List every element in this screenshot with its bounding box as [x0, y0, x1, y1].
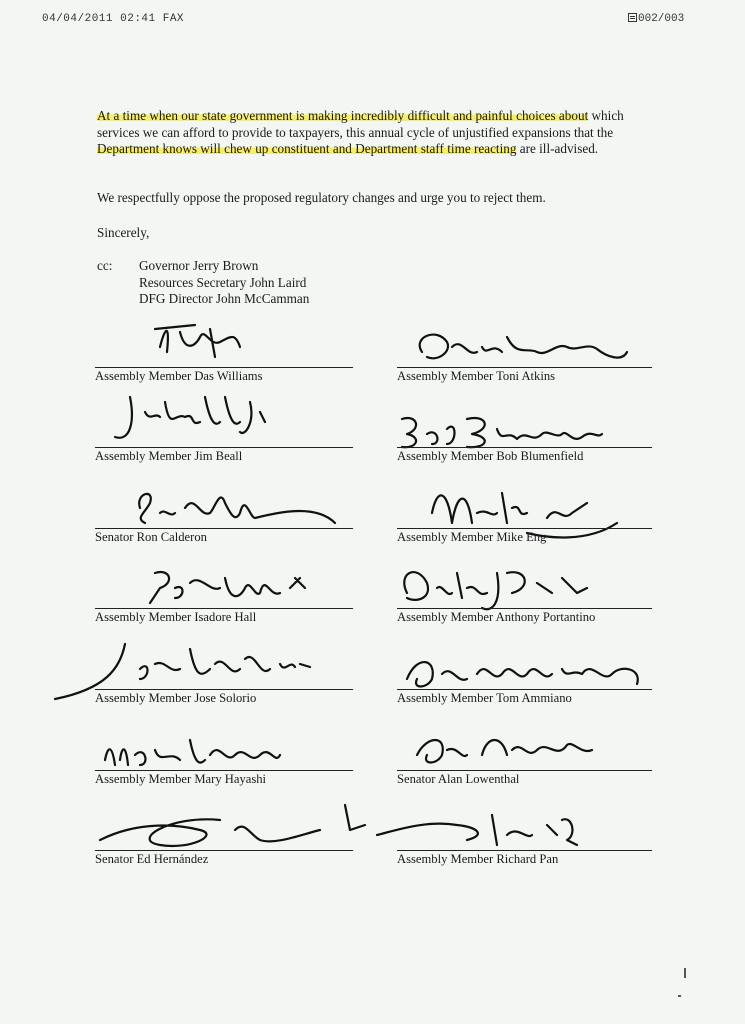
- signature-line: [397, 528, 652, 529]
- signatory-name: Senator Ed Hernández: [95, 852, 209, 866]
- scan-speck: [678, 995, 681, 997]
- handwritten-signature: [105, 392, 355, 452]
- letter-paragraph-1: [97, 108, 657, 158]
- paragraph-text: that the: [573, 124, 614, 140]
- signatory-name: Assembly Member Isadore Hall: [95, 610, 257, 624]
- signature-line: [95, 608, 353, 609]
- fax-header-page: [628, 13, 684, 25]
- signatory-name: Assembly Member Jim Beall: [95, 449, 243, 463]
- handwritten-signature: [95, 639, 345, 699]
- signature-line: [95, 770, 353, 771]
- signatory-name: Senator Alan Lowenthal: [397, 772, 520, 786]
- cc-item: Governor Jerry Brown: [139, 258, 259, 273]
- signature-line: [397, 689, 652, 690]
- highlighted-text: At a time when our state government is making incredibly difficult and painful choices about: [97, 108, 589, 123]
- cc-item: DFG Director John McCamman: [139, 291, 310, 306]
- cc-list: [139, 258, 309, 308]
- signature-line: [95, 528, 353, 529]
- signatory-name: Assembly Member Tom Ammiano: [397, 691, 572, 705]
- signatory-name: Assembly Member Das Williams: [95, 369, 263, 383]
- signatory-name: Assembly Member Bob Blumenfield: [397, 449, 584, 463]
- fax-page-number: 002/003: [638, 13, 685, 25]
- signature-line: [397, 850, 652, 851]
- signatory-name: Assembly Member Mike Eng: [397, 530, 547, 544]
- cc-item: Resources Secretary John Laird: [139, 274, 307, 290]
- signature-line: [397, 608, 652, 609]
- signature-line: [397, 367, 652, 368]
- handwritten-signature: [125, 317, 375, 377]
- paragraph-text: advised.: [554, 141, 599, 156]
- handwritten-signature: [100, 800, 350, 860]
- signatory-name: Assembly Member Toni Atkins: [397, 369, 556, 383]
- cc-label: cc:: [97, 258, 113, 273]
- signature-line: [397, 447, 652, 448]
- signature-line: [397, 770, 652, 771]
- signature-line: [95, 689, 353, 690]
- signature-line: [95, 367, 353, 368]
- paragraph-text: are ill-: [516, 141, 555, 156]
- closing: Sincerely,: [97, 225, 150, 240]
- signatory-name: Senator Ron Calderon: [95, 530, 207, 544]
- fax-page-icon: [628, 13, 637, 22]
- signature-line: [95, 447, 353, 448]
- fax-header-date: 04/04/2011 02:41 FAX: [42, 13, 185, 25]
- signatory-name: Assembly Member Jose Solorio: [95, 691, 257, 705]
- signature-line: [95, 850, 353, 851]
- signatory-name: Assembly Member Mary Hayashi: [95, 772, 267, 786]
- scan-speck: [684, 968, 686, 978]
- letter-paragraph-2: We respectfully oppose the proposed regulatory changes and urge you to reject them.: [97, 190, 546, 205]
- signatory-name: Assembly Member Anthony Portantino: [397, 610, 596, 624]
- signatory-name: Assembly Member Richard Pan: [397, 852, 559, 866]
- paragraph-text: which services we can afford to provide to taxpayers, this annual cycle of unjustified expansions: [97, 108, 624, 140]
- highlighted-text: Department knows will chew up constituent and Department staff time reacting: [97, 141, 517, 156]
